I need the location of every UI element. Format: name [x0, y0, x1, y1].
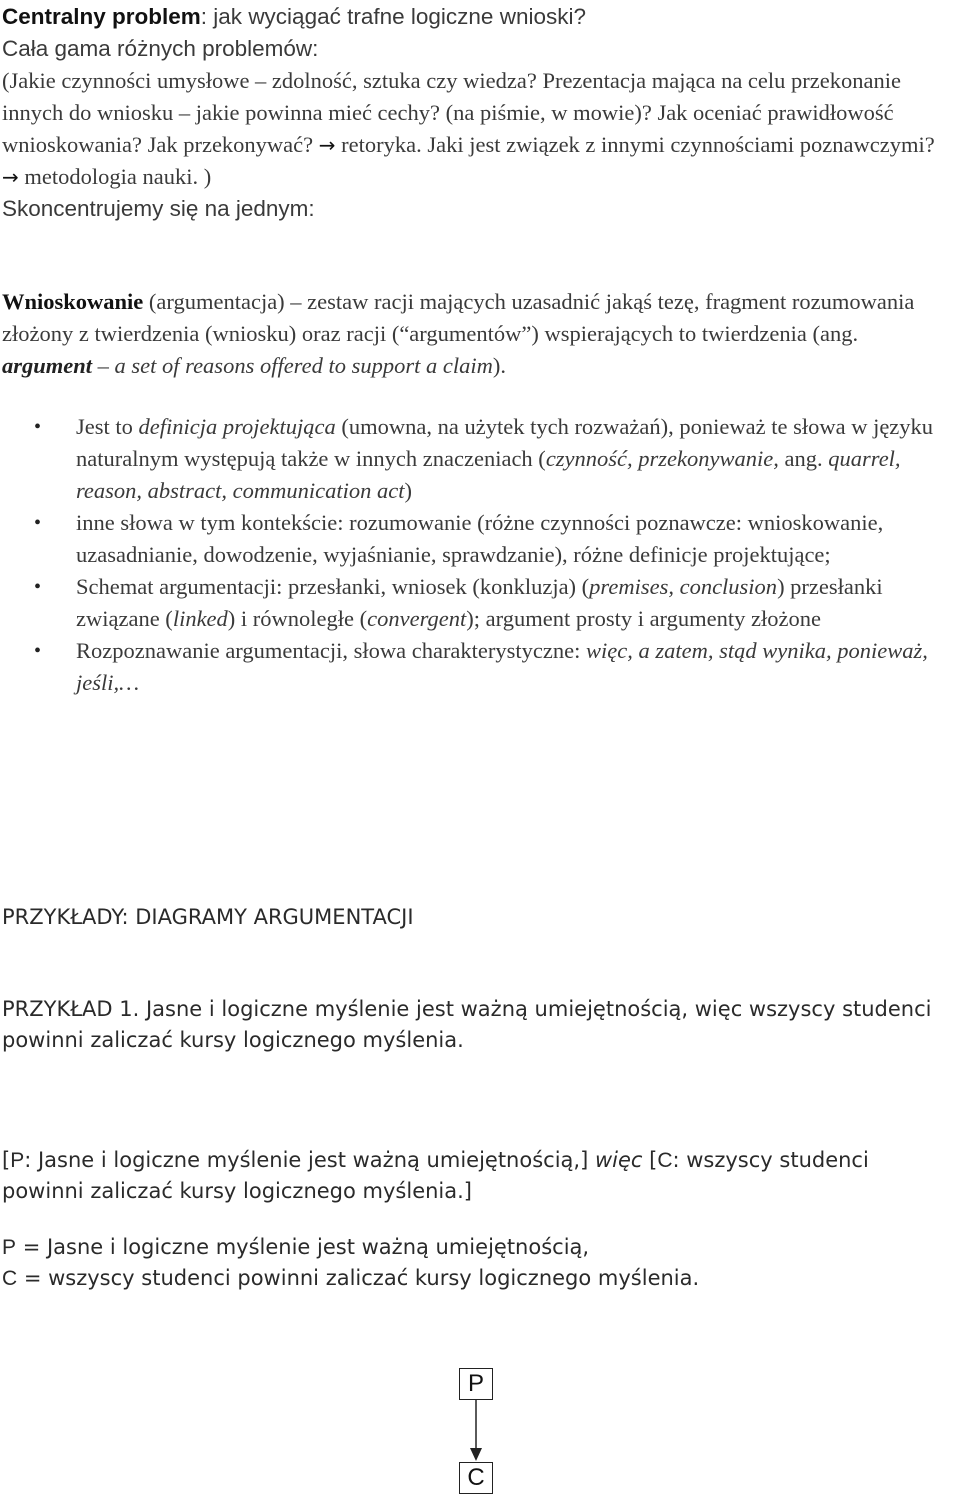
bullet-text: ) i równoległe ( — [227, 606, 368, 631]
example-1-label: PRZYKŁAD 1. — [2, 997, 140, 1021]
annotated-example — [2, 1145, 902, 1207]
conclusion-text: : wszyscy studenci powinni zaliczać kursy logicznego myślenia.] — [2, 1148, 869, 1203]
inference-word: więc — [594, 1148, 643, 1172]
bullet-italic: convergent — [367, 606, 467, 631]
english-definition: – a set of reasons offered to support a claim — [92, 353, 493, 378]
premise-key: P — [2, 1236, 17, 1259]
problem-questions: (Jakie czynności umysłowe – zdolność, sztuka czy wiedza? Prezentacja mająca na celu przekonanie innych do wniosku – jakie powinna mieć cechy? (na piśmie, w mowie)? Jak oceniać prawidłowość wnioskowania? Jak przekonywać? — [2, 68, 901, 157]
bullet-item-recognition — [0, 635, 940, 699]
bullet-text: (umowna, na użytek tych rozważań), ponieważ te słowa w języku naturalnym występują także w innych znaczeniach ( — [76, 414, 934, 471]
definition-paragraph — [2, 286, 950, 382]
bracket: [ — [642, 1148, 658, 1172]
bullet-text: Schemat argumentacji: przesłanki, wniosek (konkluzja) ( — [76, 574, 590, 599]
bullet-italic: quarrel, reason, abstract, communication act — [76, 446, 901, 503]
example-1-text: Jasne i logiczne myślenie jest ważną umiejętnością, więc wszyscy studenci powinni zaliczać kursy logicznego myślenia. — [2, 997, 932, 1052]
bullet-italic: więc, a zatem, stąd wynika, ponieważ, jeśli,… — [76, 638, 928, 695]
bullet-icon: • — [34, 576, 42, 598]
bullet-icon: • — [34, 512, 42, 534]
bullet-italic: definicja projektująca — [138, 414, 336, 439]
bullet-icon: • — [34, 416, 42, 438]
diagram-node-premise: P — [459, 1368, 493, 1400]
bullet-text: ) przesłanki związane ( — [76, 574, 883, 631]
rhetoric-note: retoryka. Jaki jest związek z innymi czynnościami poznawczymi? — [335, 132, 935, 157]
methodology-note: metodologia nauki. ) — [18, 164, 212, 189]
definition-body: (argumentacja) – zestaw racji mających uzasadnić jakąś tezę, fragment rozumowania złożony z twierdzenia (wniosku) oraz racji (“argumentów”) wspierających to twierdzenia (ang. — [2, 289, 915, 346]
bullet-text: Rozpoznawanie argumentacji, słowa charakterystyczne: — [76, 638, 586, 663]
bullet-list — [0, 411, 940, 699]
premise-marker: P — [10, 1149, 25, 1172]
premise-text: : Jasne i logiczne myślenie jest ważną umiejętnością,] — [24, 1148, 595, 1172]
bullet-text: ); argument prosty i argumenty złożone — [466, 606, 821, 631]
central-problem-question: : jak wyciągać trafne logiczne wnioski? — [200, 4, 586, 29]
problem-list — [2, 65, 952, 193]
diagram-arrow-icon — [466, 1400, 486, 1462]
definition-close: ). — [492, 353, 506, 378]
conclusion-marker: C — [657, 1149, 673, 1172]
definition-term: Wnioskowanie — [2, 289, 144, 314]
arrow-icon: → — [318, 133, 336, 157]
bullet-icon: • — [34, 640, 42, 662]
examples-section-title: PRZYKŁADY: DIAGRAMY ARGUMENTACJI — [2, 905, 414, 929]
conclusion-def-text: = wszyscy studenci powinni zaliczać kursy logicznego myślenia. — [17, 1266, 700, 1290]
arrow-icon: → — [2, 165, 19, 189]
bullet-item-projective-definition — [0, 411, 940, 507]
problem-range-line: Cała gama różnych problemów: — [2, 36, 319, 61]
bullet-item-other-words — [0, 507, 940, 571]
conclusion-definition — [2, 1263, 902, 1294]
english-term: argument — [2, 353, 93, 378]
bullet-item-argument-schema — [0, 571, 940, 635]
conclusion-key: C — [2, 1267, 18, 1290]
premise-definition — [2, 1232, 902, 1263]
premise-def-text: = Jasne i logiczne myślenie jest ważną umiejętnością, — [16, 1235, 590, 1259]
example-1 — [2, 994, 960, 1056]
bracket: [ — [2, 1148, 11, 1172]
bullet-text: ang. — [778, 446, 829, 471]
bullet-italic: czynność, przekonywanie, — [545, 446, 779, 471]
central-problem-label: Centralny problem — [2, 4, 201, 29]
central-problem-line — [2, 1, 952, 33]
bullet-italic: linked — [172, 606, 228, 631]
focus-line: Skoncentrujemy się na jednym: — [2, 196, 315, 221]
bullet-text: ) — [404, 478, 413, 503]
bullet-italic: premises, conclusion — [589, 574, 778, 599]
premise-conclusion-key — [2, 1232, 902, 1294]
bullet-text: Jest to — [76, 414, 139, 439]
bullet-text: inne słowa w tym kontekście: rozumowanie (różne czynności poznawcze: wnioskowanie, uzasadnianie, dowodzenie, wyjaśnianie, sprawdzanie), różne definicje projektujące; — [76, 510, 884, 567]
intro-paragraph — [2, 1, 952, 225]
diagram-node-conclusion: C — [459, 1462, 493, 1494]
